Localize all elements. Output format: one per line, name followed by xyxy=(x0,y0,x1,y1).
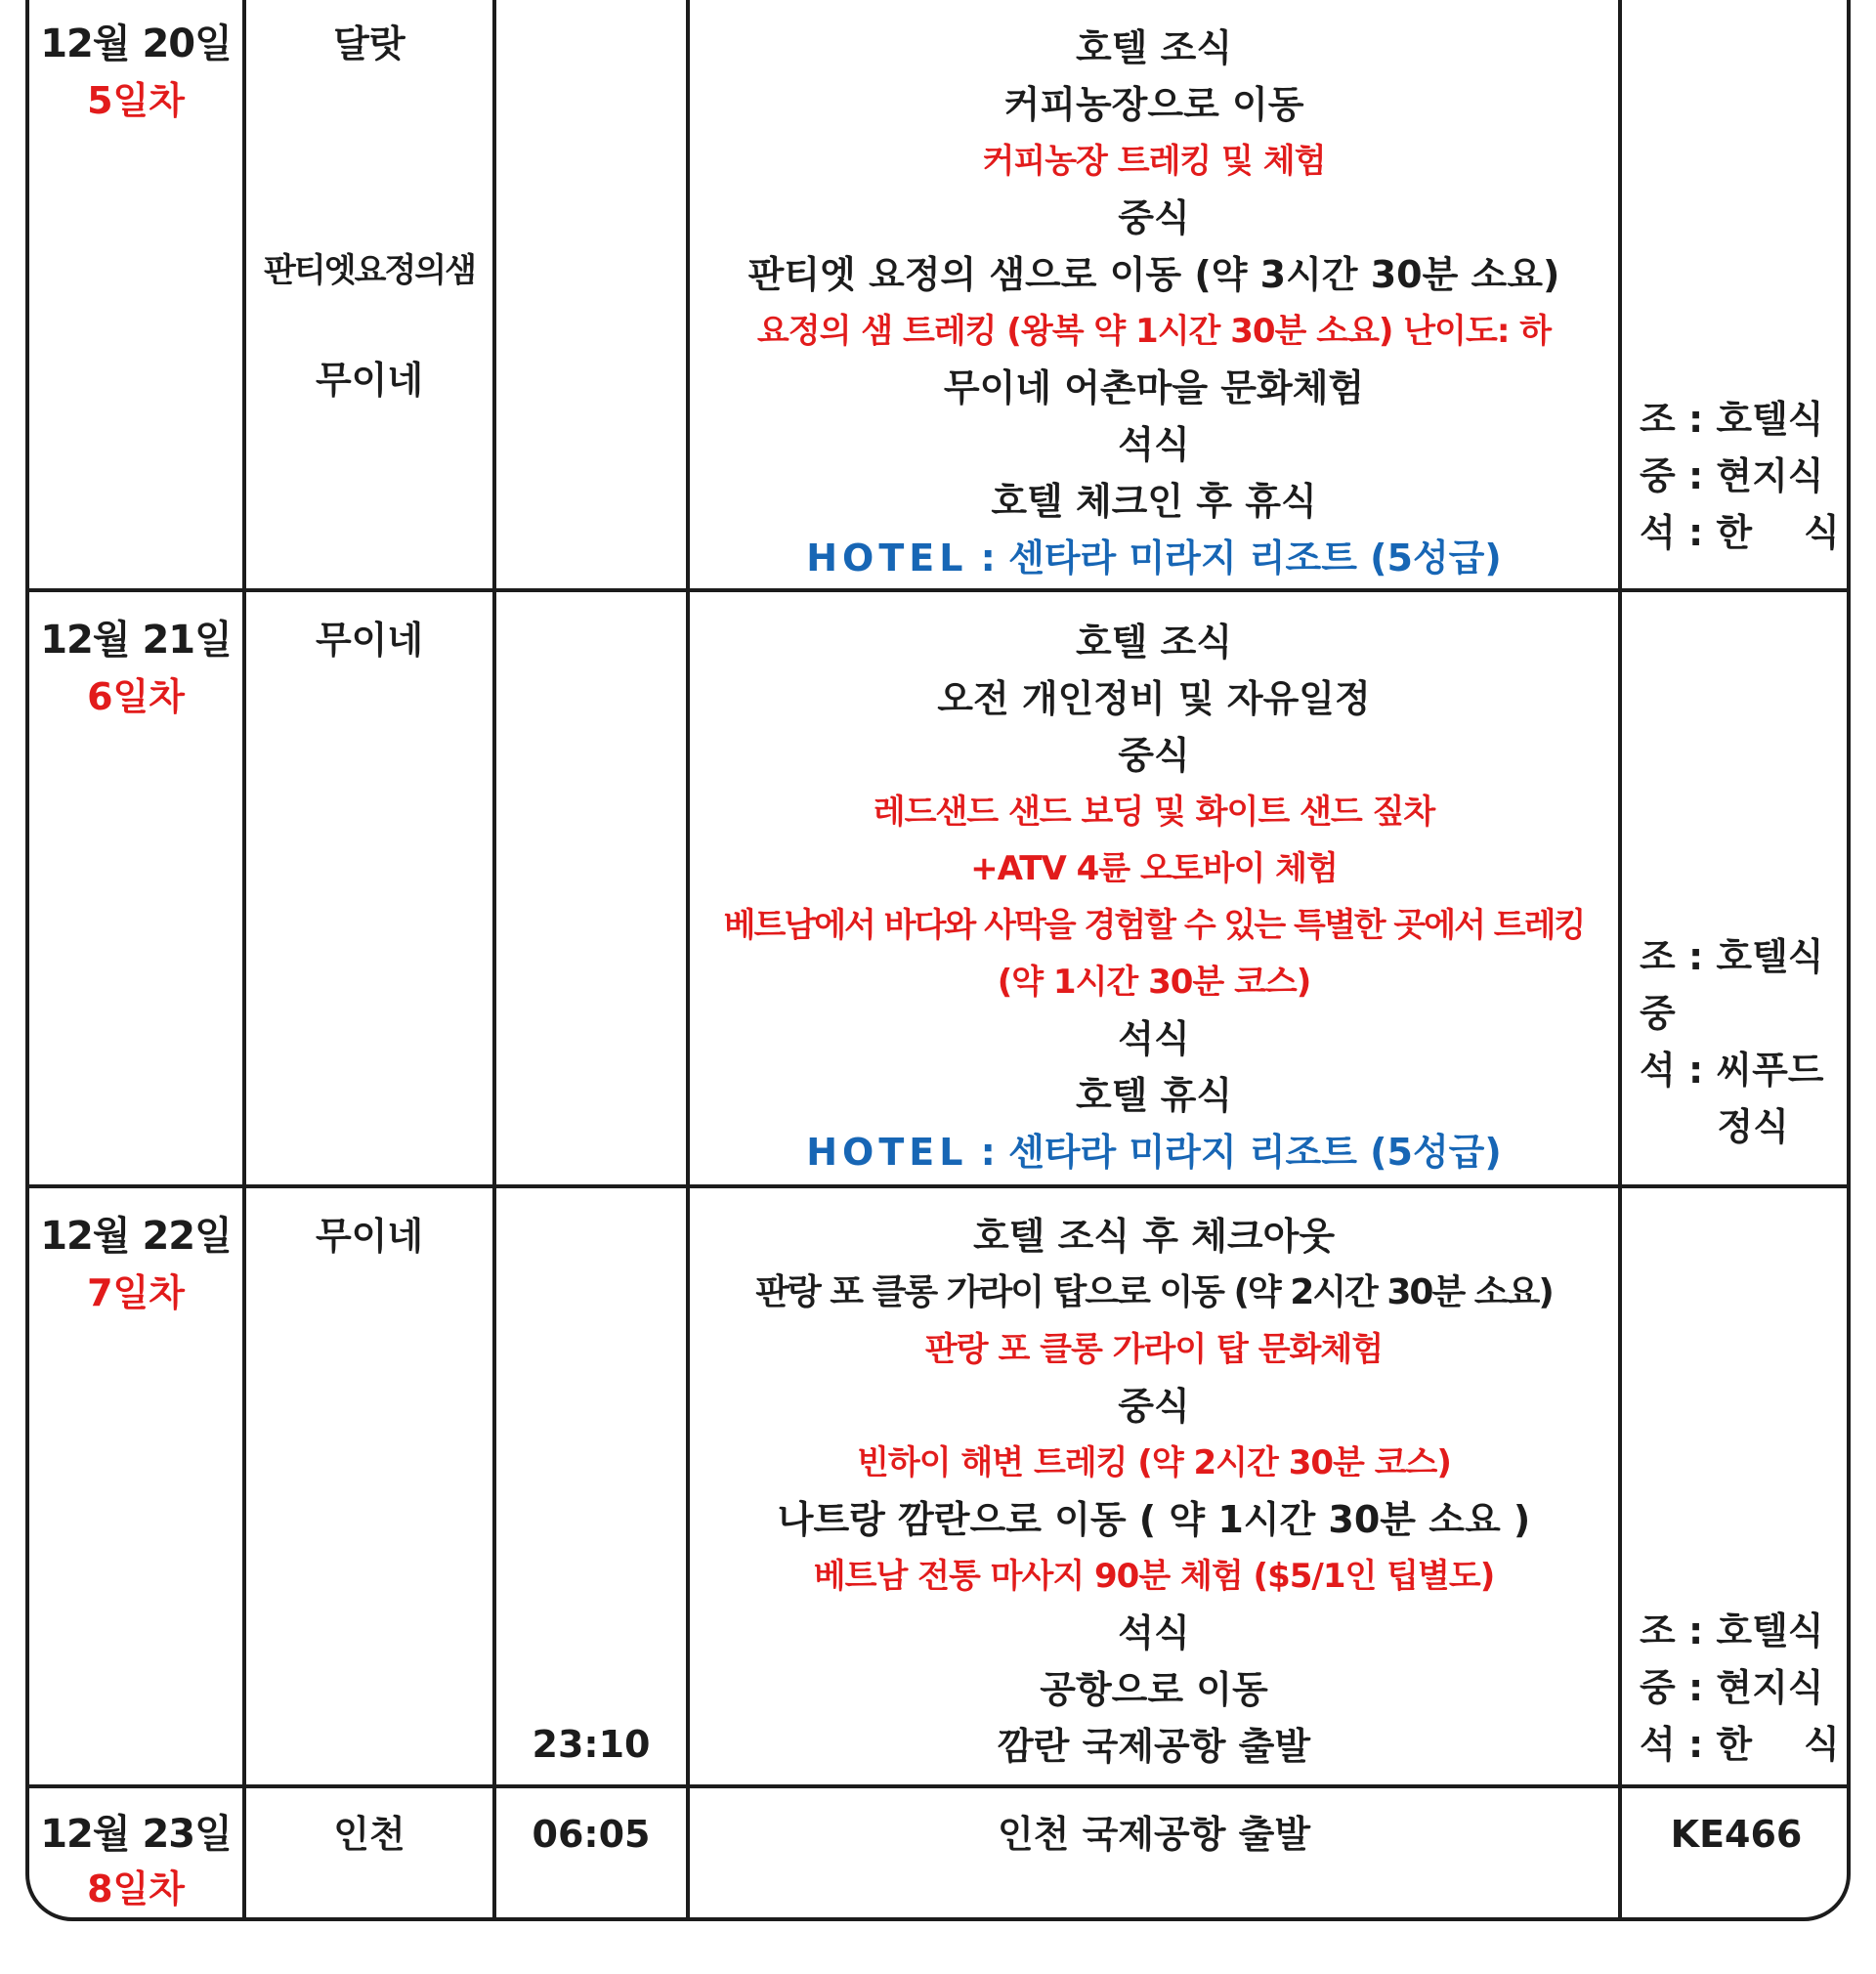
schedule-line: 석식 xyxy=(1118,1611,1190,1654)
departure-time: 06:05 xyxy=(532,1813,651,1856)
date-cell xyxy=(29,1188,246,1784)
hotel-label: HOTEL xyxy=(806,1131,968,1174)
table-row xyxy=(29,1788,1847,1921)
meal-dinner: 석 : 한 식 xyxy=(1640,1723,1840,1766)
meal-breakfast: 조 : 호텔식 xyxy=(1640,1609,1824,1652)
hotel-line: HOTEL : 센타라 미라지 리조트 (5성급) xyxy=(806,536,1502,579)
schedule-line: 베트남에서 바다와 사막을 경험할 수 있는 특별한 곳에서 트레킹 xyxy=(723,906,1585,945)
table-row xyxy=(29,1188,1847,1788)
meal-dinner-cont: 정식 xyxy=(1640,1105,1789,1148)
schedule-line: 중식 xyxy=(1118,734,1190,777)
schedule-line: 석식 xyxy=(1118,1017,1190,1060)
schedule-line: 오전 개인정비 및 자유일정 xyxy=(937,677,1371,720)
flight-number: KE466 xyxy=(1670,1813,1803,1856)
departure-time: 23:10 xyxy=(532,1723,651,1766)
meal-lunch: 중 : 현지식 xyxy=(1640,1666,1824,1709)
schedule-line: 석식 xyxy=(1118,423,1190,466)
day-label: 8일차 xyxy=(87,1867,185,1910)
schedule-line: 요정의 샘 트레킹 (왕복 약 1시간 30분 소요) 난이도: 하 xyxy=(756,312,1552,351)
schedule-line: 커피농장으로 이동 xyxy=(1003,83,1304,126)
time-cell xyxy=(496,592,690,1184)
schedule-line: 판랑 포 클롱 가라이 탑으로 이동 (약 2시간 30분 소요) xyxy=(755,1272,1553,1312)
schedule-cell xyxy=(690,0,1622,588)
schedule-line: 중식 xyxy=(1118,196,1190,239)
schedule-line: 무이네 어촌마을 문화체험 xyxy=(943,366,1365,409)
date-label: 12월 23일 xyxy=(40,1812,232,1857)
schedule-line: 레드샌드 샌드 보딩 및 화이트 샌드 짚차 xyxy=(873,793,1435,832)
meal-cell xyxy=(1622,592,1851,1184)
meal-lunch: 중 xyxy=(1640,992,1676,1035)
time-cell xyxy=(496,1188,690,1784)
schedule-cell xyxy=(690,1188,1622,1784)
place-label: 무이네 xyxy=(315,1215,424,1258)
date-cell xyxy=(29,1788,246,1921)
date-label: 12월 21일 xyxy=(40,618,232,663)
schedule-line: 나트랑 깜란으로 이동 ( 약 1시간 30분 소요 ) xyxy=(777,1498,1531,1541)
schedule-line: 호텔 조식 xyxy=(1075,621,1233,664)
day-label: 6일차 xyxy=(87,675,185,718)
table-row xyxy=(29,592,1847,1188)
place-label: 인천 xyxy=(333,1813,405,1856)
schedule-line: 커피농장 트레킹 및 체험 xyxy=(982,142,1326,181)
day-label: 5일차 xyxy=(87,79,185,122)
meal-dinner: 석 : 한 식 xyxy=(1640,511,1840,554)
place-label: 무이네 xyxy=(315,359,424,402)
meal-breakfast: 조 : 호텔식 xyxy=(1640,398,1824,441)
schedule-line: 중식 xyxy=(1118,1385,1190,1428)
schedule-line: +ATV 4륜 오토바이 체험 xyxy=(970,849,1338,888)
table-row xyxy=(29,0,1847,592)
meal-lunch: 중 : 현지식 xyxy=(1640,454,1824,497)
place-label: 판티엣요정의샘 xyxy=(264,251,475,290)
place-cell xyxy=(246,1788,496,1921)
place-cell xyxy=(246,592,496,1184)
time-cell xyxy=(496,0,690,588)
place-label: 무이네 xyxy=(315,619,424,662)
hotel-label: HOTEL xyxy=(806,536,968,579)
hotel-name: 센타라 미라지 리조트 (5성급) xyxy=(1008,536,1502,579)
schedule-line: 베트남 전통 마사지 90분 체험 ($5/1인 팁별도) xyxy=(813,1557,1495,1596)
schedule-line: 깜란 국제공항 출발 xyxy=(997,1725,1311,1768)
schedule-line: 인천 국제공항 출발 xyxy=(997,1813,1311,1856)
meal-cell xyxy=(1622,0,1851,588)
schedule-cell xyxy=(690,1788,1622,1921)
place-cell xyxy=(246,1188,496,1784)
flight-cell xyxy=(1622,1788,1851,1921)
schedule-line: 빈하이 해변 트레킹 (약 2시간 30분 코스) xyxy=(857,1443,1451,1482)
date-cell xyxy=(29,0,246,588)
date-label: 12월 22일 xyxy=(40,1214,232,1259)
schedule-line: 판랑 포 클롱 가라이 탑 문화체험 xyxy=(924,1330,1384,1369)
date-label: 12월 20일 xyxy=(40,21,232,66)
meal-dinner: 석 : 씨푸드 xyxy=(1640,1049,1824,1092)
itinerary-table xyxy=(25,0,1851,1921)
schedule-line: (약 1시간 30분 코스) xyxy=(997,963,1311,1002)
schedule-line: 호텔 휴식 xyxy=(1075,1074,1233,1117)
hotel-line: HOTEL : 센타라 미라지 리조트 (5성급) xyxy=(806,1131,1502,1174)
schedule-line: 호텔 조식 후 체크아웃 xyxy=(972,1215,1336,1258)
time-cell xyxy=(496,1788,690,1921)
schedule-line: 판티엣 요정의 샘으로 이동 (약 3시간 30분 소요) xyxy=(747,253,1560,296)
schedule-line: 호텔 조식 xyxy=(1075,26,1233,69)
schedule-line: 호텔 체크인 후 휴식 xyxy=(991,480,1317,523)
hotel-name: 센타라 미라지 리조트 (5성급) xyxy=(1008,1131,1502,1174)
day-label: 7일차 xyxy=(87,1271,185,1314)
meal-cell xyxy=(1622,1188,1851,1784)
meal-breakfast: 조 : 호텔식 xyxy=(1640,935,1824,978)
schedule-cell xyxy=(690,592,1622,1184)
place-label: 달랏 xyxy=(333,22,405,65)
schedule-line: 공항으로 이동 xyxy=(1040,1668,1268,1711)
place-cell xyxy=(246,0,496,588)
date-cell xyxy=(29,592,246,1184)
